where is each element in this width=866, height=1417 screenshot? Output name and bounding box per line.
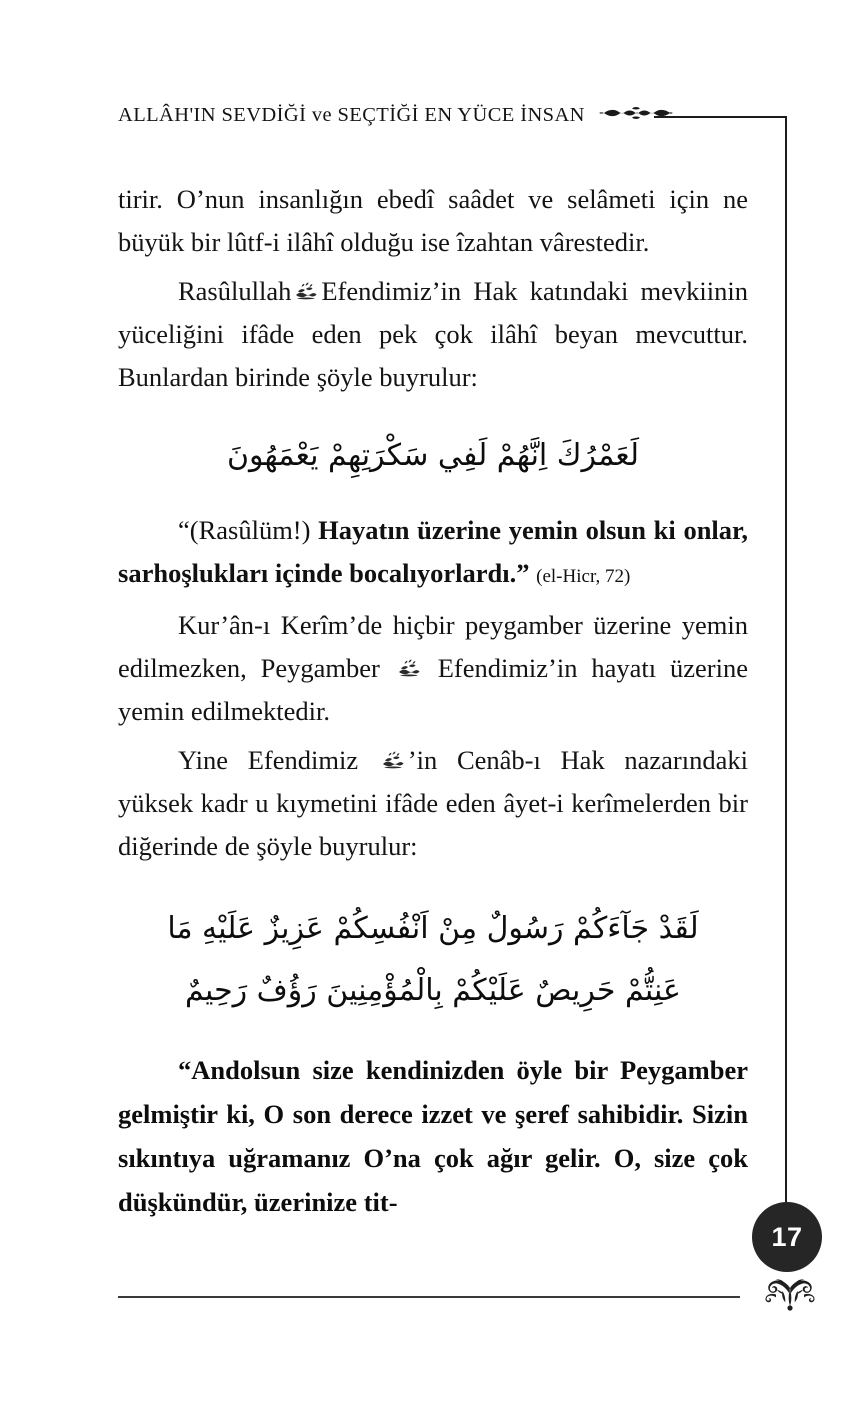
quote-hicr-bold: Hayatın üzerine yemin olsun ki onlar, sarhoşlukları içinde bocalıyorlardı.” bbox=[118, 515, 748, 588]
arabic-verse-hicr-line: لَعَمْرُكَ اِنَّهُمْ لَفِي سَكْرَتِهِمْ يَعْمَهُونَ bbox=[226, 438, 640, 473]
sallallahu-alayhi-wasallam-icon bbox=[293, 278, 319, 304]
quote-hicr-citation: (el-Hicr, 72) bbox=[536, 566, 631, 587]
paragraph-continuation: tirir. O’nun insanlığın ebedî saâdet ve selâmeti için ne büyük bir lûtf-i ilâhî olduğu ise îzahtan vârestedir. bbox=[118, 184, 748, 257]
paragraph-kuran-kerim-text-2: Efendimiz’in hayatı üzerine yemin edilmektedir. bbox=[118, 653, 749, 726]
page-number-value: 17 bbox=[771, 1221, 803, 1252]
arabic-verse-tevbe-line-1: لَقَدْ جَآءَكُمْ رَسُولٌ مِنْ اَنْفُسِكُمْ عَزِيزٌ عَلَيْهِ مَا bbox=[167, 911, 699, 946]
vertical-margin-rule bbox=[785, 116, 787, 1238]
floral-flourish-ornament-icon bbox=[742, 1272, 838, 1325]
header-title: ALLÂH'IN SEVDİĞİ ve SEÇTİĞİ EN YÜCE İNSAN bbox=[118, 103, 585, 126]
paragraph-rasulullah-text-2: Efendimiz’in Hak katındaki mevkiinin yüceliğini ifâde eden pek çok ilâhî beyan mevcuttur. Bunlardan birinde şöyle buyrulur: bbox=[118, 276, 748, 392]
sallallahu-alayhi-wasallam-icon bbox=[380, 747, 406, 773]
paragraph-rasulullah bbox=[118, 270, 748, 399]
quote-tevbe: “Andolsun size kendinizden öyle bir Peygamber gelmiştir ki, O son derece izzet ve şeref sahibidir. Sizin sıkıntıya uğramanız O’na çok ağır gelir. O, size çok düşkündür, üzerinize tit- bbox=[118, 1055, 748, 1217]
filigree-ornament-icon bbox=[599, 104, 673, 127]
arabic-verse-hicr bbox=[118, 425, 748, 487]
page-content bbox=[118, 178, 748, 1224]
header-rule bbox=[654, 116, 787, 118]
sallallahu-alayhi-wasallam-icon bbox=[396, 655, 422, 681]
page-number-badge bbox=[752, 1202, 822, 1272]
arabic-verse-tevbe-line-2: عَنِتُّمْ حَرِيصٌ عَلَيْكُمْ بِالْمُؤْمِنِينَ رَؤُفٌ رَحِيمٌ bbox=[185, 973, 681, 1008]
footer-rule bbox=[118, 1296, 740, 1298]
paragraph-rasulullah-text-1: Rasûlullah bbox=[178, 276, 292, 306]
running-header bbox=[118, 98, 788, 132]
paragraph-kuran-kerim bbox=[118, 604, 748, 733]
paragraph-kuran-kerim-text-1: Kur’ân-ı Kerîm’de hiçbir peygamber üzerine yemin edilmezken, Peygamber bbox=[118, 610, 748, 683]
paragraph-yine-efendimiz-text-2: ’in Cenâb-ı Hak nazarındaki yüksek kadr u kıymetini ifâde eden âyet-i kerîmelerden bir diğerinde de şöyle buyrulur: bbox=[118, 745, 748, 861]
arabic-verse-tevbe bbox=[118, 898, 748, 1022]
paragraph-yine-efendimiz bbox=[118, 739, 748, 868]
paragraph-yine-efendimiz-text-1: Yine Efendimiz bbox=[178, 745, 359, 775]
quote-hicr bbox=[118, 509, 748, 598]
quote-hicr-lead: “(Rasûlüm!) bbox=[178, 515, 311, 545]
